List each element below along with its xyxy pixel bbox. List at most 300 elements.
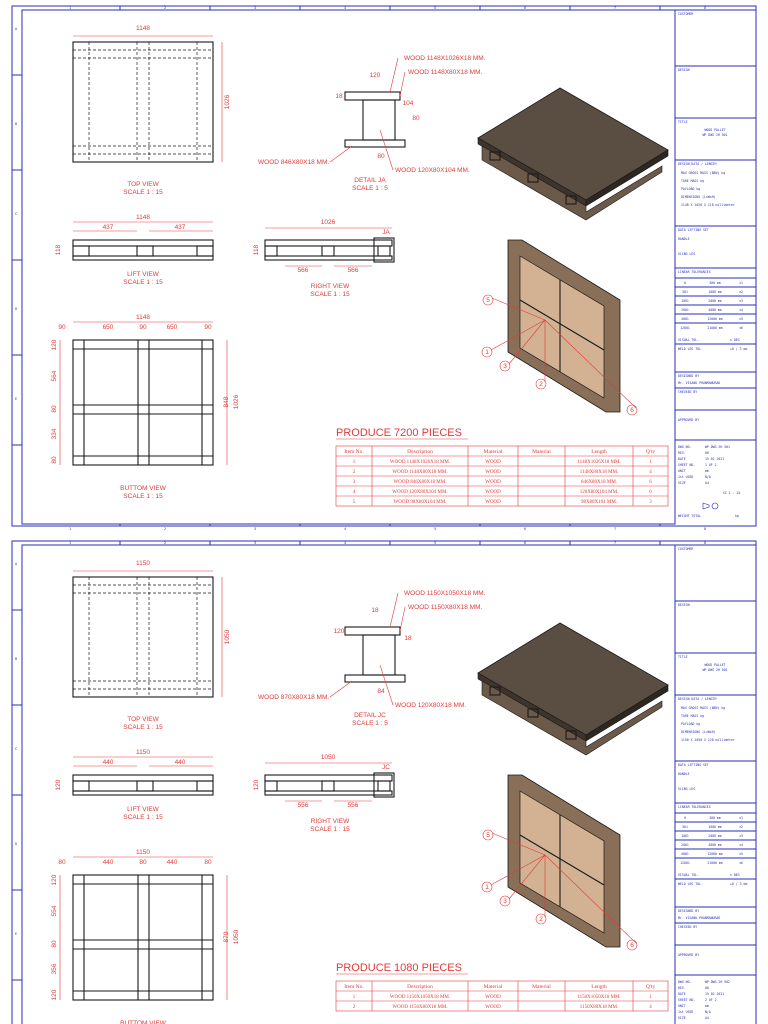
- bom-cell: WOOD 846X80X18 MM.: [393, 480, 447, 485]
- bom-cell: 3: [352, 480, 356, 485]
- tol-to: 4000 mm: [708, 308, 722, 312]
- dimension-height: 1026: [224, 94, 231, 110]
- detail-dimension: 84: [377, 688, 385, 695]
- tol-to: 2000 mm: [708, 834, 722, 838]
- tol-value: ±6: [739, 861, 743, 865]
- tb-linear-tol: LINEAR TOLERANCES: [678, 805, 711, 809]
- tb-designed-by: DESIGNED BY: [678, 909, 700, 913]
- lift-deck: [73, 775, 213, 781]
- dimension-top: 440: [102, 859, 114, 866]
- grid-column-label: 6: [523, 527, 527, 531]
- balloon-number: 5: [486, 832, 490, 839]
- dimension-right2: 848: [223, 396, 230, 408]
- tb-design-line: DIMENSIONS (LxWxH): [681, 730, 716, 734]
- bom-cell: 4: [649, 1005, 652, 1010]
- bom-row: [353, 460, 653, 465]
- tol-from: 0: [684, 281, 686, 285]
- sheet-outer-border: [12, 541, 756, 1024]
- tb-weld-tol-val: +0 / 3 mm: [730, 882, 748, 886]
- grid-column-label: 2: [163, 6, 167, 10]
- lift-block: [73, 781, 89, 791]
- balloon-number: 3: [503, 898, 507, 905]
- detail-top-board: [345, 627, 400, 635]
- grid-column-label: 5: [433, 527, 437, 531]
- tol-to: 2000 mm: [708, 299, 722, 303]
- bom-header-cell: Description: [407, 984, 433, 990]
- view-scale: SCALE 1 : 15: [310, 291, 350, 298]
- view-scale: SCALE 1 : 15: [310, 826, 350, 833]
- tb-title-sub: WP DWG 2H 501: [702, 133, 728, 137]
- detail-block: [363, 635, 395, 675]
- leader-line: [400, 607, 405, 631]
- bom-header-cell: Material: [532, 984, 551, 990]
- tol-value: ±2: [739, 290, 743, 294]
- tol-value: ±3: [739, 834, 743, 838]
- lift-block: [137, 246, 153, 256]
- grid-row-label: B: [14, 657, 18, 661]
- grid-row-label: B: [14, 122, 18, 126]
- tol-value: ±5: [739, 317, 743, 321]
- grid-column-label: 8: [703, 6, 707, 10]
- right-block: [265, 246, 277, 256]
- detail-callout: WOOD 1148X80X18 MM.: [408, 69, 483, 76]
- tol-from: 0: [684, 816, 686, 820]
- bom-cell: WOOD 1148X1026X18 MM.: [389, 460, 451, 465]
- bom-cell: WOOD 98X80X104 MM.: [393, 500, 447, 505]
- lift-deck: [73, 240, 213, 246]
- bom-cell: 1: [352, 460, 356, 465]
- tol-to: 300 mm: [709, 816, 721, 820]
- tb-value: mm: [705, 1004, 709, 1008]
- bom-row: [353, 470, 653, 475]
- bom-cell: WOOD: [485, 480, 501, 485]
- detail-top-board: [345, 92, 400, 100]
- view-scale: SCALE 1 : 15: [123, 724, 163, 731]
- tb-design-line: PAYLOAD kg: [681, 722, 701, 726]
- top-view: [73, 25, 231, 196]
- detail-marker-box: [374, 238, 394, 262]
- balloon-number: 1: [485, 884, 489, 891]
- detail-dimension: 18: [371, 607, 379, 614]
- tb-key: SIZE: [678, 1016, 686, 1020]
- right-view: [253, 219, 394, 298]
- grid-row-label: C: [14, 212, 18, 216]
- grid-row-label: D: [14, 307, 18, 311]
- grid-column-label: 7: [613, 6, 617, 10]
- bom-cell: WOOD 1150X1050X18 MM.: [389, 995, 451, 1000]
- tb-key: DATE: [678, 992, 686, 996]
- tb-value: WP DWG 2H 501: [705, 445, 730, 449]
- tb-value: 2 OF 2: [705, 998, 717, 1002]
- dimension-height: 118: [253, 244, 260, 256]
- tb-title-sub: WP DWG 2H 502: [702, 668, 728, 672]
- grid-column-label: 3: [253, 6, 257, 10]
- tb-key: DWG NO.: [678, 980, 692, 984]
- grid-row-label: A: [14, 27, 18, 31]
- tb-weld-tol: WELD LEG TOL.: [678, 882, 703, 886]
- view-title: TOP VIEW: [127, 716, 159, 723]
- view-title: RIGHT VIEW: [310, 818, 350, 825]
- bom-cell: WOOD 1150X80X18 MM.: [392, 1005, 448, 1010]
- right-bottom: [265, 256, 392, 260]
- tol-from: 1001: [681, 299, 689, 303]
- tb-key: SHEET NO.: [678, 998, 696, 1002]
- view-title: LIFT VIEW: [127, 806, 159, 813]
- detail-dimension: 104: [402, 100, 414, 107]
- dimension-right: 1050: [233, 929, 240, 945]
- bom-header-cell: Material: [483, 984, 503, 990]
- tb-design-line: MAX GROSS MASS (NEW) kg: [681, 706, 726, 710]
- tol-from: 2001: [681, 843, 689, 847]
- bom-cell: 6: [649, 480, 652, 485]
- bom-header-cell: Description: [407, 449, 433, 455]
- dimension-b: 437: [174, 224, 186, 231]
- dimension-left: 356: [51, 963, 58, 975]
- grid-row-label: E: [14, 932, 18, 936]
- grid-column-label: 6: [523, 541, 527, 545]
- bottom-view: [51, 849, 240, 1024]
- detail-callout: WOOD 1150X80X18 MM.: [408, 604, 483, 611]
- tb-key: SIZE: [678, 481, 686, 485]
- tb-approved-by: APPROVED BY: [678, 953, 700, 957]
- tb-value: mm: [705, 469, 709, 473]
- tol-value: ±5: [739, 852, 743, 856]
- sheet-outer-border: [12, 6, 756, 526]
- tb-weight: WEIGHT TOTAL: [678, 514, 702, 518]
- tb-design-line: PAYLOAD kg: [681, 187, 701, 191]
- grid-column-label: 4: [343, 527, 347, 531]
- leader-line: [400, 72, 405, 96]
- isometric-pallet-bottom: [482, 775, 637, 950]
- dimension-a: 556: [297, 802, 309, 809]
- detail-marker-label: JC: [382, 764, 390, 771]
- balloon-number: 6: [630, 407, 634, 414]
- view-scale: SCALE 1 : 15: [123, 279, 163, 286]
- dimension-top: 440: [166, 859, 178, 866]
- isometric-pallet-bottom: [482, 240, 637, 415]
- bom-cell: 1150X1050X18 MM.: [577, 995, 621, 1000]
- leader-line: [390, 593, 398, 627]
- lift-block: [137, 781, 153, 791]
- grid-column-label: 4: [343, 541, 347, 545]
- bill-of-materials-table: [336, 446, 668, 506]
- grid-column-label: 4: [343, 6, 347, 10]
- dimension-a: 566: [297, 267, 309, 274]
- produce-quantity-label: PRODUCE 1080 PIECES: [336, 962, 462, 974]
- drawing-sheet-1: [12, 6, 756, 531]
- dimension-width: 1148: [136, 25, 150, 32]
- view-scale: SCALE 1 : 15: [123, 493, 163, 500]
- grid-column-label: 3: [253, 527, 257, 531]
- right-block: [378, 246, 390, 256]
- dimension-height: 120: [55, 779, 62, 791]
- view-scale: SCALE 1 : 5: [352, 185, 388, 192]
- tb-value: 15 02 2021: [705, 992, 725, 996]
- balloon-number: 2: [539, 381, 543, 388]
- tol-value: ±2: [739, 825, 743, 829]
- view-title: DETAIL JC: [354, 712, 386, 719]
- dimension-width: 1150: [136, 560, 150, 567]
- tb-title-value: WOOD PALLET: [704, 128, 726, 132]
- title-block: [675, 10, 756, 518]
- bom-cell: 1150X80X18 MM.: [579, 1005, 619, 1010]
- tb-designer: Mr. VISANU PHANMANURAD: [678, 916, 721, 920]
- bom-header-cell: Length: [591, 984, 607, 990]
- bill-of-materials-table: [336, 981, 668, 1011]
- tb-checked-by: CHECKED BY: [678, 390, 698, 394]
- bom-header-cell: Material: [483, 449, 503, 455]
- grid-column-label: 7: [613, 541, 617, 545]
- bom-cell: 1: [352, 995, 356, 1000]
- tb-design-line: DIMENSIONS (LxWxH): [681, 195, 716, 199]
- tb-approved-by: APPROVED BY: [678, 418, 700, 422]
- tb-visual-tol: VISUAL TOL.: [678, 338, 700, 342]
- leader-line: [330, 146, 352, 162]
- view-title: BUTTOM VIEW: [120, 1020, 166, 1024]
- view-title: TOP VIEW: [127, 181, 159, 188]
- bom-header-cell: Length: [591, 449, 607, 455]
- tb-linear-tol: LINEAR TOLERANCES: [678, 270, 711, 274]
- tol-to: 4000 mm: [708, 843, 722, 847]
- dimension-right: 1026: [233, 394, 240, 410]
- dimension-left: 564: [51, 370, 58, 382]
- bom-header-cell: Material: [532, 449, 551, 455]
- balloon-number: 2: [539, 916, 543, 923]
- dimension-left: 80: [51, 940, 58, 948]
- dimension-left: 80: [51, 456, 58, 464]
- tol-from: 1001: [681, 834, 689, 838]
- tb-checked-by: CHECKED BY: [678, 925, 698, 929]
- grid-column-label: 5: [433, 6, 437, 10]
- detail-marker-label: JA: [382, 229, 390, 236]
- tb-design-line: TARE MASS kg: [681, 179, 705, 183]
- tol-from: 301: [682, 290, 688, 294]
- detail-view: [258, 590, 486, 727]
- bom-row: [353, 995, 653, 1000]
- tb-sling-leg: SLING LEG: [678, 787, 696, 791]
- tol-from: 2001: [681, 308, 689, 312]
- tb-value: WP DWG 2H 502: [705, 980, 730, 984]
- dimension-total: 1148: [136, 314, 150, 321]
- right-view: [253, 754, 394, 833]
- detail-callout: WOOD 870X80X18 MM.: [258, 694, 330, 701]
- tb-key: UNIT: [678, 469, 686, 473]
- tb-title-label: TITLE: [678, 655, 688, 659]
- grid-column-label: 1: [68, 527, 72, 531]
- tol-to: 300 mm: [709, 281, 721, 285]
- tb-design-data: DESIGN DATA / LENGTH: [678, 162, 717, 166]
- tb-key: DWG NO.: [678, 445, 692, 449]
- tb-data-lifting: DATA LIFTING SET: [678, 763, 709, 767]
- bom-cell: 846X80X18 MM.: [580, 480, 618, 485]
- dimension-total: 1150: [136, 749, 150, 756]
- detail-bottom-board: [345, 675, 405, 682]
- dimension-left: 554: [51, 905, 58, 917]
- isometric-pallet-top: [478, 623, 668, 755]
- bom-cell: 5: [352, 500, 356, 505]
- bom-cell: WOOD 1148X80X18 MM.: [392, 470, 448, 475]
- bom-cell: 6: [649, 490, 652, 495]
- view-title: DETAIL JA: [354, 177, 386, 184]
- tb-value: 15 02 2021: [705, 457, 725, 461]
- dimension-total: 1148: [136, 214, 150, 221]
- tb-key: REV.: [678, 986, 686, 990]
- bottom-view: [51, 314, 240, 500]
- tb-design-line: MAX GROSS MASS (NEW) kg: [681, 171, 726, 175]
- tb-design: DESIGN: [678, 603, 690, 607]
- tol-to: 12000 mm: [707, 852, 723, 856]
- bom-cell: 3: [649, 500, 652, 505]
- bom-cell: WOOD: [485, 470, 501, 475]
- bom-cell: WOOD: [485, 460, 501, 465]
- dimension-total: 1150: [136, 849, 150, 856]
- dimension-b: 556: [347, 802, 359, 809]
- tol-to: 12000 mm: [707, 317, 723, 321]
- bom-cell: WOOD 120X80X104 MM.: [392, 490, 448, 495]
- tb-visual-tol: VISUAL TOL.: [678, 873, 700, 877]
- tb-design-line: TARE MASS kg: [681, 714, 705, 718]
- tol-from: 301: [682, 825, 688, 829]
- leader-line: [390, 58, 398, 92]
- isometric-pallet-top: [478, 88, 668, 220]
- tb-design: DESIGN: [678, 68, 690, 72]
- tol-value: ±3: [739, 299, 743, 303]
- leader-line: [330, 681, 352, 697]
- tol-from: 4001: [681, 317, 689, 321]
- projection-symbol-icon: [712, 503, 718, 509]
- lift-block: [197, 246, 213, 256]
- lift-block: [73, 246, 89, 256]
- detail-callout: WOOD 120X80X18 MM.: [395, 702, 467, 709]
- right-block: [265, 781, 277, 791]
- leader-line: [380, 665, 393, 705]
- balloon-number: 3: [503, 363, 507, 370]
- view-scale: SCALE 1 : 5: [352, 720, 388, 727]
- tb-handle: HANDLE: [678, 237, 690, 241]
- detail-dimension: 120: [369, 72, 381, 79]
- bom-cell: 2: [352, 470, 356, 475]
- dimension-left: 334: [51, 428, 58, 440]
- drawing-sheet-2: [12, 541, 756, 1024]
- dimension-top: 650: [166, 324, 178, 331]
- bom-header-cell: Q'ty: [645, 449, 656, 455]
- view-scale: SCALE 1 : 15: [123, 814, 163, 821]
- tb-key: REV.: [678, 451, 686, 455]
- dimension-left: 120: [51, 989, 58, 1001]
- tol-value: ±4: [739, 308, 743, 312]
- grid-column-label: 3: [253, 541, 257, 545]
- lift-view: [55, 749, 213, 821]
- bom-cell: WOOD: [485, 490, 501, 495]
- dimension-b: 566: [347, 267, 359, 274]
- bom-cell: 98X80X104 MM.: [580, 500, 618, 505]
- detail-marker-box: [374, 773, 394, 797]
- lift-bottom: [73, 256, 213, 260]
- leader-line: [380, 130, 393, 170]
- tol-to: 21000 mm: [707, 861, 723, 865]
- bom-header-cell: Item No.: [344, 449, 364, 455]
- tol-to: 21000 mm: [707, 326, 723, 330]
- grid-row-label: E: [14, 397, 18, 401]
- lift-bottom: [73, 791, 213, 795]
- balloon-number: 5: [486, 297, 490, 304]
- grid-column-label: 2: [163, 541, 167, 545]
- lift-block: [197, 781, 213, 791]
- tb-customer: CUSTOMER: [678, 547, 694, 551]
- detail-dimension: 80: [377, 153, 385, 160]
- tol-value: ±1: [739, 281, 743, 285]
- detail-callout: WOOD 846X80X18 MM.: [258, 159, 330, 166]
- grid-column-label: 6: [523, 6, 527, 10]
- dimension-height: 118: [55, 244, 62, 256]
- tb-value: A4: [705, 481, 709, 485]
- dimension-right2: 870: [223, 931, 230, 943]
- view-title: RIGHT VIEW: [310, 283, 350, 290]
- right-deck: [265, 240, 392, 246]
- bom-cell: 120X80X104 MM.: [579, 490, 619, 495]
- balloon-number: 1: [485, 349, 489, 356]
- grid-row-label: A: [14, 562, 18, 566]
- dimension-left: 120: [51, 339, 58, 351]
- bom-row: [353, 480, 653, 485]
- bom-cell: 2: [352, 1005, 356, 1010]
- right-deck: [265, 775, 392, 781]
- tol-value: ±4: [739, 843, 743, 847]
- top-view-outline: [73, 42, 213, 162]
- bom-header-cell: Q'ty: [645, 984, 656, 990]
- bom-cell: 1: [649, 995, 652, 1000]
- dimension-top: 650: [102, 324, 114, 331]
- grid-row-label: D: [14, 842, 18, 846]
- bom-cell: 4: [649, 470, 652, 475]
- detail-dimension: 18: [404, 635, 412, 642]
- tb-key: DATE: [678, 457, 686, 461]
- dimension-top: 80: [139, 859, 147, 866]
- tb-weld-tol-val: +0 / 3 mm: [730, 347, 748, 351]
- tol-from: 4001: [681, 852, 689, 856]
- bom-row: [353, 500, 653, 505]
- tb-key: 1st USED: [678, 1010, 694, 1014]
- tb-weight-val: kg: [735, 514, 739, 518]
- projection-cone-icon: [703, 503, 709, 509]
- bom-row: [353, 1005, 653, 1010]
- grid-column-label: 8: [703, 527, 707, 531]
- detail-view: [258, 55, 486, 192]
- bom-cell: WOOD: [485, 995, 501, 1000]
- bom-cell: WOOD: [485, 1005, 501, 1010]
- detail-dimension: 120: [333, 628, 345, 635]
- tb-design-line: 1148 X 1026 X 118 millimeter: [681, 203, 735, 207]
- right-bottom: [265, 791, 392, 795]
- bom-header-cell: Item No.: [344, 984, 364, 990]
- dimension-left: 120: [51, 874, 58, 886]
- tb-title-value: WOOD PALLET: [704, 663, 726, 667]
- bom-cell: 1148X80X18 MM.: [579, 470, 619, 475]
- tb-visual-tol-val: ± DEG: [730, 338, 740, 342]
- bottom-outline: [73, 340, 213, 465]
- right-block: [322, 781, 334, 791]
- right-block: [322, 246, 334, 256]
- grid-row-label: C: [14, 747, 18, 751]
- dimension-b: 440: [174, 759, 186, 766]
- detail-callout: WOOD 120X80X104 MM.: [395, 167, 470, 174]
- dimension-total: 1050: [320, 754, 336, 761]
- tb-key: 1st USED: [678, 475, 694, 479]
- tb-value: A4: [705, 1016, 709, 1020]
- bottom-outline: [73, 875, 213, 1000]
- tol-to: 1000 mm: [708, 290, 722, 294]
- detail-callout: WOOD 1150X1050X18 MM.: [404, 590, 486, 597]
